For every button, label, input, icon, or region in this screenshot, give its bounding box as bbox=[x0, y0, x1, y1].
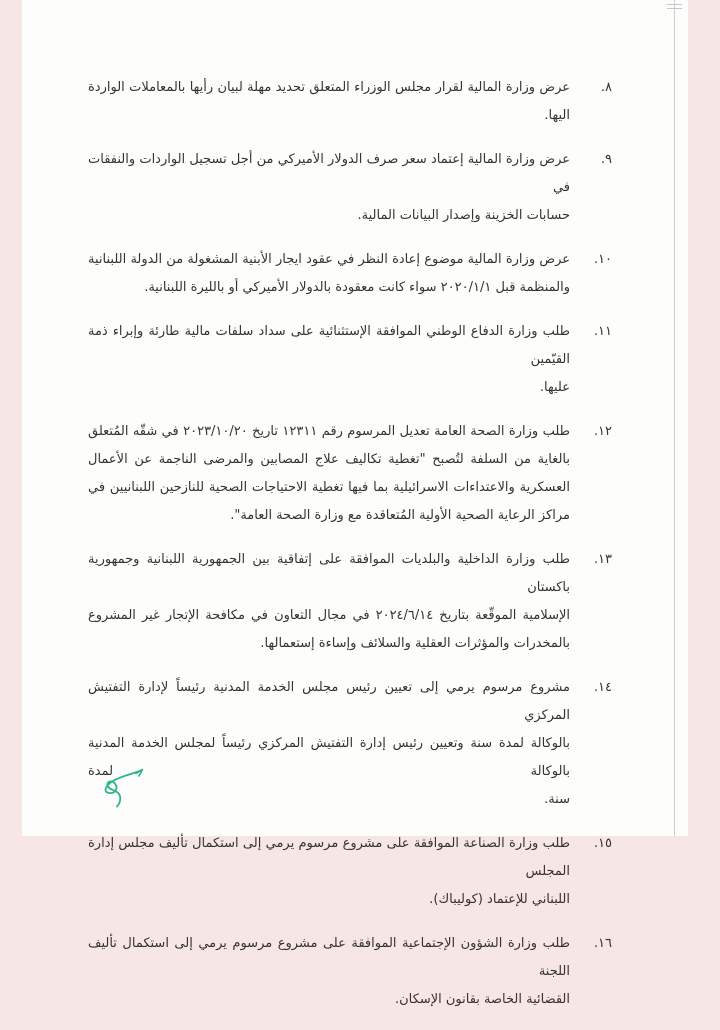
agenda-item bbox=[88, 318, 612, 402]
item-number: ٨. bbox=[600, 80, 612, 95]
page-fold-line bbox=[674, 0, 675, 836]
text-line: والمنظمة قبل ٢٠٢٠/١/١ سواء كانت معقودة بالدولار الأميركي أو بالليرة اللبنانية. bbox=[144, 280, 570, 295]
agenda-item bbox=[88, 546, 612, 658]
item-number: ١٣. bbox=[593, 552, 612, 567]
text-line: طلب وزارة الصحة العامة تعديل المرسوم رقم ١٢٣١١ تاريخ ٢٠٢٣/١٠/٢٠ في شقّه المُتعلق bbox=[88, 424, 570, 439]
registration-tick bbox=[667, 4, 682, 5]
item-number: ١٤. bbox=[593, 680, 612, 695]
item-number: ١٥. bbox=[593, 836, 612, 851]
agenda-item bbox=[88, 930, 612, 1014]
item-number: ٩. bbox=[600, 152, 612, 167]
text-line: العسكرية والاعتداءات الاسرائيلية بما فيها تغطية الاحتياجات الصحية للنازحين اللبنانيين في bbox=[88, 480, 570, 495]
signature-mark bbox=[96, 760, 152, 810]
agenda-item bbox=[88, 246, 612, 302]
text-line: عرض وزارة المالية موضوع إعادة النظر في عقود ايجار الأبنية المشغولة من الدولة اللبنانية bbox=[88, 252, 570, 267]
text-line: بالمخدرات والمؤثرات العقلية والسلائف وإساءة إستعمالها. bbox=[260, 636, 570, 651]
text-line: طلب وزارة الشؤون الإجتماعية الموافقة على مشروع مرسوم يرمي إلى استكمال تأليف اللجنة bbox=[88, 936, 570, 979]
agenda-item bbox=[88, 74, 612, 130]
registration-tick bbox=[667, 8, 682, 9]
text-line: حسابات الخزينة وإصدار البيانات المالية. bbox=[357, 208, 570, 223]
agenda-list bbox=[88, 74, 612, 1030]
text-line: عرض وزارة المالية إعتماد سعر صرف الدولار الأميركي من أجل تسجيل الواردات والنفقات في bbox=[88, 152, 570, 195]
agenda-item bbox=[88, 674, 612, 814]
text-line: اللبناني للإعتماد (كوليباك). bbox=[429, 892, 570, 907]
text-line: طلب وزارة الدفاع الوطني الموافقة الإستثنائية على سداد سلفات مالية طارئة وإبراء ذمة القيّمين bbox=[88, 324, 570, 367]
item-number: ١٠. bbox=[593, 252, 612, 267]
item-number: ١٦. bbox=[593, 936, 612, 951]
paper-page bbox=[22, 0, 688, 1007]
text-line: مراكز الرعاية الصحية الأولية المُتعاقدة مع وزارة الصحة العامة". bbox=[230, 508, 570, 523]
text-line: القضائية الخاصة بقانون الإسكان. bbox=[395, 992, 570, 1007]
item-number: ١٢. bbox=[593, 424, 612, 439]
text-line: الإسلامية الموقّعة بتاريخ ٢٠٢٤/٦/١٤ في مجال التعاون في مكافحة الإتجار غير المشروع bbox=[88, 608, 570, 623]
text-line: طلب وزارة الصناعة الموافقة على مشروع مرسوم يرمي إلى استكمال تأليف مجلس إدارة المجلس bbox=[88, 836, 570, 879]
text-line: بالوكالة لمدة سنة وتعيين رئيس إدارة التفتيش المركزي رئيساً لمجلس الخدمة المدنية بالوكالة لمدة bbox=[88, 736, 570, 779]
text-line: عرض وزارة المالية لقرار مجلس الوزراء المتعلق تحديد مهلة لبيان رأيها بالمعاملات الواردة اليها. bbox=[88, 80, 570, 123]
text-line: بالغاية من السلفة لتُصبح "تغطية تكاليف علاج المصابين والمرضى الناجمة عن الأعمال bbox=[88, 452, 570, 467]
text-line: طلب وزارة الداخلية والبلديات الموافقة على إتفاقية بين الجمهورية اللبنانية وجمهورية باكستان bbox=[88, 552, 570, 595]
text-line: سنة. bbox=[544, 792, 570, 807]
agenda-item bbox=[88, 830, 612, 914]
agenda-item bbox=[88, 418, 612, 530]
text-line: عليها. bbox=[539, 380, 570, 395]
text-line: مشروع مرسوم يرمي إلى تعيين رئيس مجلس الخدمة المدنية رئيساً لإدارة التفتيش المركزي bbox=[88, 680, 570, 723]
item-number: ١١. bbox=[593, 324, 612, 339]
agenda-item bbox=[88, 146, 612, 230]
